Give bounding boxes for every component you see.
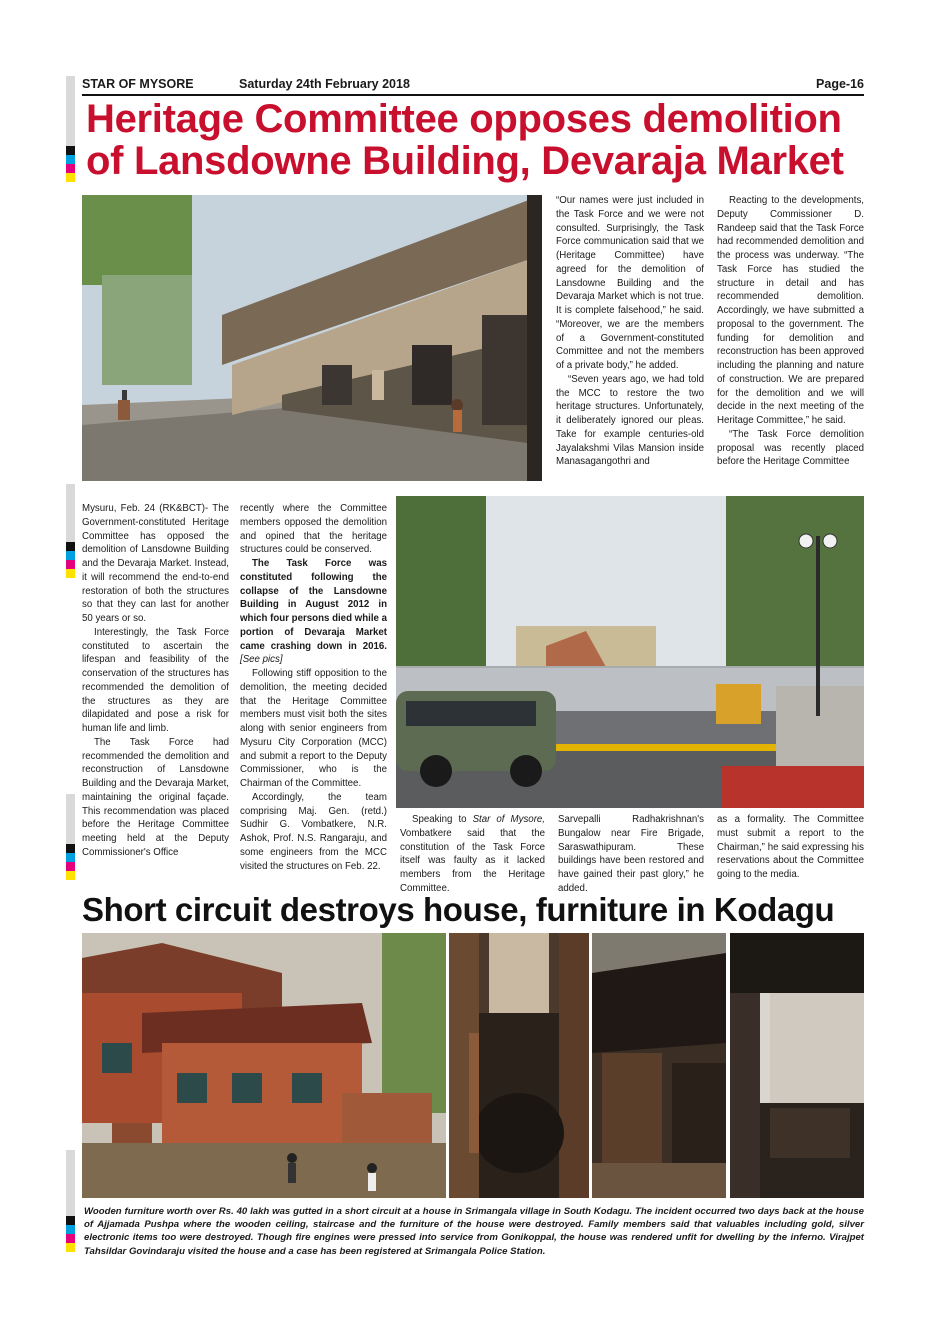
- paragraph: Following stiff opposition to the demolition, the meeting decided that the Heritage Committee members must visit both the sites along with senior engineers from Mysuru City Corporation (MCC) and submit a report to the Deputy Commissioner, who is the Chairman of the Committee.: [240, 668, 387, 789]
- paragraph: [400, 813, 545, 896]
- article-headline: [86, 98, 866, 182]
- headline-line-2: of Lansdowne Building, Devaraja Market: [86, 139, 844, 183]
- article-column-a: [82, 502, 229, 884]
- paragraph: “The Task Force demolition proposal was recently placed before the Heritage Committee: [717, 428, 864, 468]
- bold-text: The Task Force was constituted following the collapse of the Lansdowne Building in August 2012 in which four persons died while a portion of Devaraja Market came crashing down in 2016.: [240, 558, 387, 652]
- paragraph: “Our names were just included in the Task Force and we were not consulted. Surprisingly, the Task Force communication said that we (Heritage Committee) have agreed for the demolition of Lansdowne Building and the Devaraja Market which is not true. It is complete falsehood,” he said. “Moreover, we are the members of a Government-constituted Committee and not the members of a private body,” he added.: [556, 195, 704, 371]
- color-registration-marks: [66, 146, 75, 182]
- article-headline-kodagu: Short circuit destroys house, furniture in Kodagu: [82, 891, 835, 928]
- devaraja-market-street-photo: [82, 195, 542, 481]
- margin-strip: [66, 1150, 75, 1216]
- paragraph: Accordingly, the team comprising Maj. Gen. (retd.) Sudhir G. Vombatkere, N.R. Ashok, Prof. N.S. Rangaraju, and some engineers from the MCC visited the structures on Feb. 22.: [240, 791, 387, 872]
- publication-name: STAR OF MYSORE: [82, 77, 194, 91]
- margin-strip: [66, 484, 75, 542]
- paragraph: Interestingly, the Task Force constituted to ascertain the lifespan and feasibility of the conservation of the structures has recommended the demolition of the structures as they are dilapidated and pose a risk for human life and limb.: [82, 626, 229, 734]
- color-registration-marks: [66, 1216, 75, 1252]
- article-column-d-top: [717, 194, 864, 484]
- margin-strip: [66, 76, 75, 146]
- paragraph: Reacting to the developments, Deputy Commissioner D. Randeep said that the Task Force had recommended demolition and the process was underway. “The Task Force has studied the structure in detail and has recommended demolition. Accordingly, we have submitted a proposal to the government. The funding for demolition and reconstruction has been approved including the planning and nature of construction. We are prepared for the demolition and we will decide in the next meeting of the Heritage Committee,” he said.: [717, 195, 864, 426]
- burnt-house-exterior-photo: [82, 933, 446, 1198]
- issue-date: Saturday 24th February 2018: [239, 77, 410, 91]
- see-pics-note: [See pics]: [240, 654, 283, 666]
- margin-strip: [66, 794, 75, 844]
- paragraph: “Seven years ago, we had told the MCC to restore the two heritage structures. Unfortunately, it deliberately ignored our pleas. Take for example centuries-old Jayalakshmi Vilas Mansion inside Manasagangothri and: [556, 373, 704, 468]
- color-registration-marks: [66, 844, 75, 880]
- burnt-room-interior-photo: [730, 933, 864, 1198]
- text-post: Vombatkere said that the constitution of the Task Force itself was faulty as it lacked members from the Heritage Committee.: [400, 827, 545, 894]
- lansdowne-building-site-photo: [396, 496, 864, 808]
- masthead-rule: [82, 94, 864, 96]
- paragraph: as a formality. The Committee must submit a report to the Chairman,” he said expressing his reservations about the Committee going to the media.: [717, 814, 864, 880]
- photo-caption: Wooden furniture worth over Rs. 40 lakh was gutted in a short circuit at a house in Srimangala village in South Kodagu. The incident occurred two days back at the house of Ajjamada Pushpa where the wooden ceiling, staircase and the furniture of the house were destroyed. Family members said that valuables including gold, silver electronic items too were destroyed. Though fire engines were pressed into service from Gonikoppal, the house was rendered unfit for dwelling by the inferno. Virajpet Tahsildar Govindaraju visited the house and a case has been registered at Srimangala Police Station.: [84, 1206, 864, 1257]
- paragraph: Sarvepalli Radhakrishnan's Bungalow near Fire Brigade, Saraswathipuram. These buildings have been restored and have gained their past glory,” he added.: [558, 814, 704, 894]
- color-registration-marks: [66, 542, 75, 578]
- article-column-e-bottom: [717, 813, 864, 885]
- publication-reference: Star of Mysore,: [472, 814, 545, 825]
- article-column-c-top: [556, 194, 704, 484]
- article-column-d-bottom: [558, 813, 704, 894]
- paragraph: The Task Force had recommended the demolition and reconstruction of Lansdowne Building and the Devaraja Market, maintaining the original façade. This recommendation was placed before the Heritage Committee meeting held at the Deputy Commissioner's Office: [82, 736, 229, 858]
- text-pre: Speaking to: [412, 814, 473, 825]
- article-column-b: [240, 502, 387, 884]
- page-number: Page-16: [816, 77, 864, 91]
- paragraph: Mysuru, Feb. 24 (RK&BCT)- The Government-constituted Heritage Committee has opposed the demolition of Lansdowne Building and the Devaraja Market. Instead, it will recommend the end-to-end restoration of both the structures so that they can last for another 50 years or so.: [82, 503, 229, 624]
- burnt-ceiling-photo: [592, 933, 726, 1198]
- article-column-c-bottom: [400, 813, 545, 894]
- paragraph-bold: [240, 557, 387, 667]
- paragraph: recently where the Committee members opposed the demolition and opined that the heritage structures could be conserved.: [240, 503, 387, 556]
- burnt-staircase-photo: [449, 933, 589, 1198]
- headline-line-1: Heritage Committee opposes demolition: [86, 97, 842, 141]
- masthead: [82, 76, 864, 94]
